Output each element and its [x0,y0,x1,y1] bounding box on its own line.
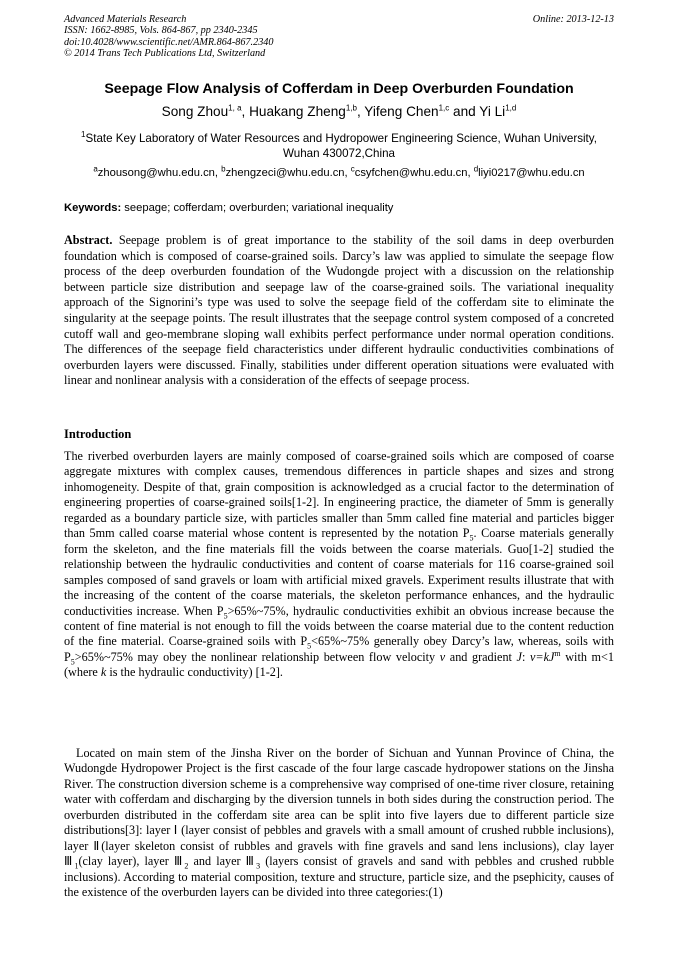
subscript: 5 [469,533,474,543]
online-date: Online: 2013-12-13 [532,14,614,25]
intro-paragraph-2 [64,746,614,901]
paper-title: Seepage Flow Analysis of Cofferdam in Deep Overburden Foundation [104,81,574,97]
author-name: Song Zhou [161,104,229,119]
copyright-line: © 2014 Trans Tech Publications Ltd, Switzerland [64,47,266,59]
keywords [64,201,393,216]
paragraph-text: with m<1 (where [64,649,614,680]
subscript: 5 [307,641,312,651]
doi-line[interactable]: doi:10.4028/www.scientific.net/AMR.864-867.2340 [64,36,274,48]
abstract-text: Seepage problem is of great importance to the stability of the soil dams in deep overburden foundation which is composed of coarse-grained soils. Darcy’s law was applied to simulate the seepage flow process of the deep overburden foundation of the Wudongde project with a discussion on the relationship between particle size distribution and seepage law of the coarse-grained soils. The variational inequality approach of the Signorini’s type was used to solve the seepage field of the cofferdam site to eliminate the singularity at the seepage points. The result illustrates that the seepage control system composed of a concreted cutoff wall and geo-membrane sloping wall exhibits perfect performance under normal operation conditions. The differences of the seepage field characteristics under different hydraulic conductivities combinations of overburden layers were discussed. Finally, stabilities under different operation situations were evaluated with linear and nonlinear analysis with a consideration of the effects of seepage process. [64,233,614,388]
email-link[interactable]: zhousong@whu.edu.cn, [97,167,222,179]
email-marker: b [221,164,226,174]
email-link[interactable]: csyfchen@whu.edu.cn, [354,167,474,179]
author-separator: and [449,104,480,119]
subscript: 5 [70,657,75,667]
issn-line: ISSN: 1662-8985, Vols. 864-867, pp 2340-2345 [64,25,258,37]
author-list [40,103,638,121]
paragraph-text: is the hydraulic conductivity) [1-2]. [106,665,283,680]
author-separator: , [241,104,250,119]
affiliation-text: State Key Laboratory of Water Resources and Hydropower Engineering Science, Wuhan University, Wuhan 430072,China [85,132,597,160]
author-name: Yifeng Chen [364,104,439,119]
email-marker: c [350,164,355,174]
affiliation-marker: 1 [81,130,86,140]
subscript: 1 [74,861,79,871]
subscript: 2 [184,861,189,871]
email-marker: d [473,164,479,174]
abstract [64,233,614,389]
paragraph-text: >65%~75% may obey the nonlinear relationship between flow velocity [74,649,440,664]
affiliation [70,131,608,161]
subscript: 3 [256,861,261,871]
math-symbol: k [100,665,107,680]
paragraph-text: (clay layer), layer Ⅲ [78,854,185,869]
keywords-text: seepage; cofferdam; overburden; variational inequality [121,202,394,214]
paragraph-text: <65%~75% generally obey Darcy’s law, whereas, soils with P [64,634,614,664]
superscript: m [554,648,561,658]
paragraph-text: and gradient [445,649,517,664]
paragraph-text: Located on main stem of the Jinsha River on the border of Sichuan and Yunnan Province of China, the Wudongde Hydropower Project is the first cascade of the four large cascade hydropower stations on the Jinsha River. The construction diversion scheme is a comprehensive way comprised of one-time river closure, retaining water with cofferdam and discharging by the diversion tunnels in both sides during the construction period. The overburden distributed in the cofferdam site area can be split into five layers due to different particle size distributions[3]: layer Ⅰ (layer consist of pebbles and gravels with a small amount of crushed rubble inclusions), layer Ⅱ(layer skeleton consist of rubbles and gravels with fine gravels and sand lens inclusions), clay layer Ⅲ [64,746,614,869]
paragraph-text: . Coarse materials generally form the skeleton, and the fine materials fill the voids between the coarse materials. Guo[1-2] studied the relationship between the hydraulic conductivities and content of coarse materials for 116 coarse-grained soil samples composed of sand gravels or loam with artificial mixed gravels. Experiment results illustrate that with the increasing of the content of the coarse materials, the skeleton performance enhances, and the hydraulic conductivities increase. When P [64,526,614,618]
paragraph-text: (layers consist of gravels and sand with pebbles and crushed rubble inclusions). According to material composition, texture and structure, particle size, and the psephicity, causes of the existence of the overburden layers can be divided into three categories:(1) [64,854,615,900]
author-emails [40,166,638,181]
section-heading-introduction: Introduction [64,427,132,441]
author-separator: , [356,104,365,119]
author-affil-marker: 1,c [438,103,450,113]
journal-metadata [64,14,273,59]
math-equation: v=kJ [529,649,555,664]
paragraph-text: and layer Ⅲ [188,854,257,869]
abstract-label: Abstract. [64,233,113,247]
keywords-label: Keywords: [64,202,122,214]
subscript: 5 [223,610,228,620]
math-symbol: J [516,649,522,664]
intro-paragraph-1 [64,449,614,681]
journal-name: Advanced Materials Research [64,14,187,25]
paragraph-text: >65%~75%, hydraulic conductivities exhibit an obvious increase because the content of fine material is not enough to fill the voids between the coarse material due to the content reduction of the fine material. Coarse-grained soils with P [64,603,614,649]
paragraph-text: : [521,649,530,664]
author-name: Huakang Zheng [249,104,346,119]
email-marker: a [93,164,98,174]
email-link[interactable]: zhengzeci@whu.edu.cn, [225,167,351,179]
email-link[interactable]: liyi0217@whu.edu.cn [478,167,585,179]
paragraph-text: The riverbed overburden layers are mainly composed of coarse-grained soils which are composed of coarse aggregate mixtures with complex causes, tremendous differences in particle shapes and sizes and strong inhomogeneity. Despite of that, grain composition is acknowledged as a crucial factor to the determination of engineering properties of coarse-grained soils[1-2]. In engineering practice, the diameter of 5mm is generally regarded as a boundary particle size, with particles smaller than 5mm called fine material and particles bigger than 5mm called coarse material whose content is represented by the notation P [64,449,614,541]
author-affil-marker: 1,d [505,103,517,113]
author-name: Yi Li [479,104,506,119]
author-affil-marker: 1,b [345,103,357,113]
author-affil-marker: 1, a [228,103,242,113]
math-symbol: v [439,649,446,664]
